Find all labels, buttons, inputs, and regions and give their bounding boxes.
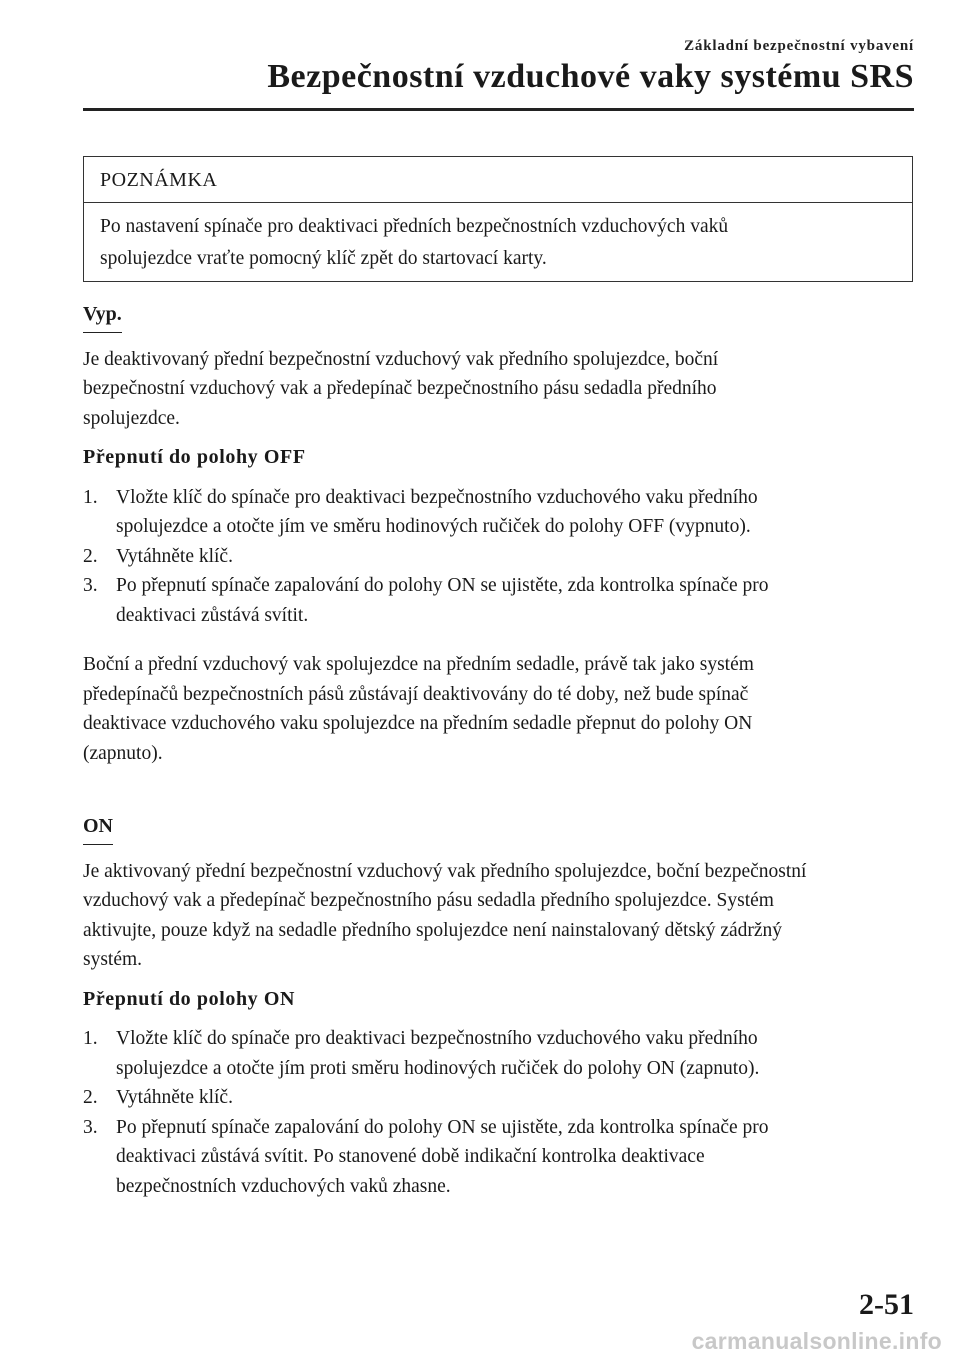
step-number: 3. <box>83 575 98 596</box>
note-box <box>83 156 913 282</box>
page-number: 2-51 <box>859 1288 914 1321</box>
text-line: (zapnuto). <box>83 742 163 764</box>
off-steps-list <box>83 483 923 631</box>
text-line: spolujezdce. <box>83 407 180 429</box>
watermark-text: carmanualsonline.info <box>691 1328 942 1354</box>
step-number: 2. <box>83 545 98 567</box>
on-subheading: Přepnutí do polohy ON <box>83 987 296 1010</box>
text-line: vzduchový vak a předepínač bezpečnostního pásu sedadla předního spolujezdce. Systém <box>83 890 774 911</box>
text-line: deaktivaci zůstává svítit. <box>116 604 309 626</box>
step-item <box>83 571 923 630</box>
text-line: předepínačů bezpečnostních pásů zůstávají deaktivovány do té doby, než bude spínač <box>83 683 749 705</box>
on-steps-list <box>83 1024 923 1201</box>
step-item <box>83 1113 923 1202</box>
step-item <box>83 1024 923 1083</box>
text-line: Vytáhněte klíč. <box>116 1087 233 1108</box>
note-line: spolujezdce vraťte pomocný klíč zpět do startovací karty. <box>100 248 547 269</box>
main-content <box>83 300 923 1201</box>
step-number: 2. <box>83 1087 98 1108</box>
header-divider <box>83 108 914 111</box>
step-number: 1. <box>83 1028 98 1049</box>
text-line: Po přepnutí spínače zapalování do polohy ON se ujistěte, zda kontrolka spínače pro <box>116 575 769 596</box>
text-line: Je deaktivovaný přední bezpečnostní vzduchový vak předního spolujezdce, boční <box>83 348 719 370</box>
step-item <box>83 1083 923 1113</box>
text-line: spolujezdce a otočte jím ve směru hodinových ručiček do polohy OFF (vypnuto). <box>116 516 751 537</box>
step-item <box>83 483 923 542</box>
text-line: systém. <box>83 949 143 970</box>
off-description <box>83 345 923 434</box>
text-line: deaktivaci zůstává svítit. Po stanovené době indikační kontrolka deaktivace <box>116 1146 705 1167</box>
text-line: bezpečnostních vzduchových vaků zhasne. <box>116 1175 451 1197</box>
text-line: Boční a přední vzduchový vak spolujezdce na předním sedadle, právě tak jako systém <box>83 654 754 675</box>
text-line: spolujezdce a otočte jím proti směru hodinových ručiček do polohy ON (zapnuto). <box>116 1057 760 1079</box>
note-title: POZNÁMKA <box>84 157 912 203</box>
off-subheading: Přepnutí do polohy OFF <box>83 446 306 468</box>
text-line: Vytáhněte klíč. <box>116 545 233 567</box>
note-text <box>84 203 912 281</box>
chapter-subtitle: Základní bezpečnostní vybavení <box>684 38 914 54</box>
note-line: Po nastavení spínače pro deaktivaci předních bezpečnostních vzduchových vaků <box>100 216 729 237</box>
off-closing-paragraph <box>83 650 923 768</box>
text-line: deaktivace vzduchového vaku spolujezdce na předním sedadle přepnut do polohy ON <box>83 713 753 734</box>
step-number: 1. <box>83 486 98 508</box>
text-line: Po přepnutí spínače zapalování do polohy ON se ujistěte, zda kontrolka spínače pro <box>116 1116 769 1138</box>
text-line: Vložte klíč do spínače pro deaktivaci bezpečnostního vzduchového vaku předního <box>116 486 758 508</box>
page-title: Bezpečnostní vzduchové vaky systému SRS <box>267 58 914 95</box>
step-item <box>83 542 923 572</box>
text-line: aktivujte, pouze když na sedadle předního spolujezdce není nainstalovaný dětský zádržný <box>83 919 783 941</box>
section-heading-off: Vyp. <box>83 300 122 333</box>
text-line: Je aktivovaný přední bezpečnostní vzduchový vak předního spolujezdce, boční bezpečnostní <box>83 860 807 882</box>
section-heading-on: ON <box>83 812 113 845</box>
step-number: 3. <box>83 1116 98 1138</box>
text-line: bezpečnostní vzduchový vak a předepínač bezpečnostního pásu sedadla předního <box>83 378 717 399</box>
text-line: Vložte klíč do spínače pro deaktivaci bezpečnostního vzduchového vaku předního <box>116 1028 758 1049</box>
on-description <box>83 857 923 975</box>
